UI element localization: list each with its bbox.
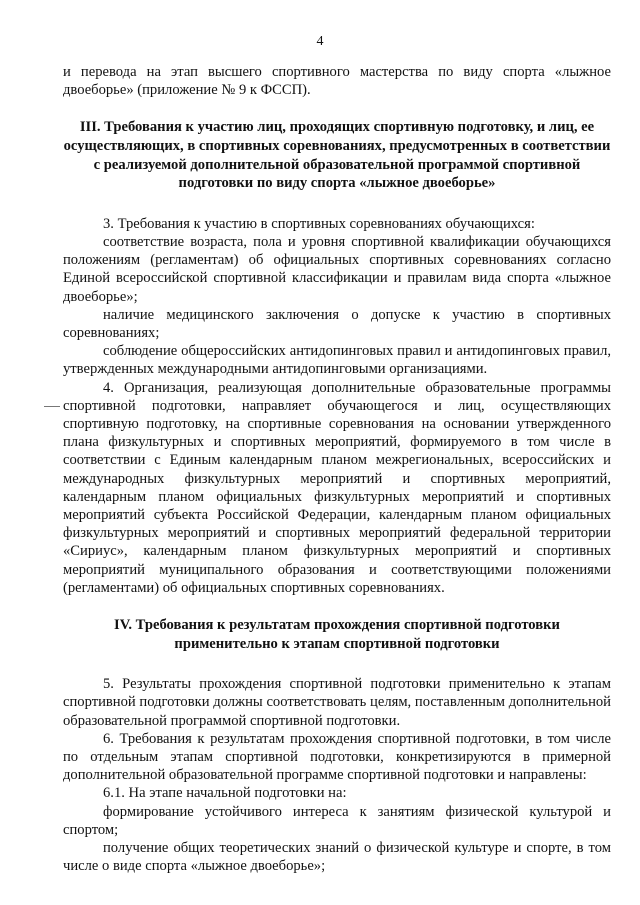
paragraph-3-item-medical: наличие медицинского заключения о допуске к участию в спортивных соревнованиях;: [63, 306, 611, 341]
paragraph-3-item-age: соответствие возраста, пола и уровня спортивной квалификации обучающихся положениям (регламентам) об официальных спортивных соревнованиях согласно Единой всероссийской спортивной классификации и правилам вида спорта «лыжное двоеборье»;: [63, 233, 611, 305]
paragraph-3-item-antidoping: соблюдение общероссийских антидопинговых правил и антидопинговых правил, утвержденных международными антидопинговыми организациями.: [63, 343, 611, 378]
paragraph-continuation: и перевода на этап высшего спортивного мастерства по виду спорта «лыжное двоеборье» (приложение № 9 к ФССП).: [63, 64, 611, 99]
paragraph-6-1: 6.1. На этапе начальной подготовки на:: [103, 785, 347, 802]
paragraph-3: 3. Требования к участию в спортивных соревнованиях обучающихся:: [103, 215, 535, 232]
paragraph-5: 5. Результаты прохождения спортивной подготовки применительно к этапам спортивной подготовки должны соответствовать целям, поставленным дополнительной образовательной программой спортивной подготовки.: [63, 676, 611, 729]
paragraph-6: 6. Требования к результатам прохождения спортивной подготовки, в том числе по отдельным этапам спортивной подготовки, конкретизируются в примерной дополнительной образовательной программе спортивной подготовки и направлены:: [63, 730, 611, 784]
section-heading-iv: IV. Требования к результатам прохождения спортивной подготовки применительно к этапам спортивной подготовки: [114, 617, 560, 652]
paragraph-6-1-item-knowledge: получение общих теоретических знаний о физической культуре и спорте, в том числе о виде спорта «лыжное двоеборье»;: [63, 840, 611, 875]
page-number: 4: [316, 34, 324, 49]
paragraph-6-1-item-interest: формирование устойчивого интереса к занятиям физической культурой и спортом;: [63, 803, 611, 838]
section-heading-iii: III. Требования к участию лиц, проходящих спортивную подготовку, и лиц, ее осуществляющих, в спортивных соревнованиях, предусмотренных в соответствии с реализуемой дополнительной образовательной программой спортивной подготовки по виду спорта «лыжное двоеборье»: [63, 119, 611, 192]
paragraph-4: 4. Организация, реализующая дополнительные образовательные программы спортивной подготовки, направляет обучающегося и лиц, осуществляющих спортивную подготовку, на спортивные соревнования на основании утвержденного плана физкультурных и спортивных мероприятий, формируемого в том числе в соответствии с Единым календарным планом межрегиональных, всероссийских и международных физкультурных мероприятий и спортивных мероприятий, календарным планом официальных физкультурных мероприятий и спортивных мероприятий субъекта Российской Федерации, календарным планом официальных физкультурных мероприятий и спортивных мероприятий федеральной территории «Сириус», календарным планом физкультурных мероприятий и спортивных мероприятий муниципального образования и соответствующими положениями (регламентами) об официальных спортивных соревнованиях.: [63, 379, 611, 596]
scan-mark: [44, 406, 60, 407]
document-body: [63, 63, 611, 875]
